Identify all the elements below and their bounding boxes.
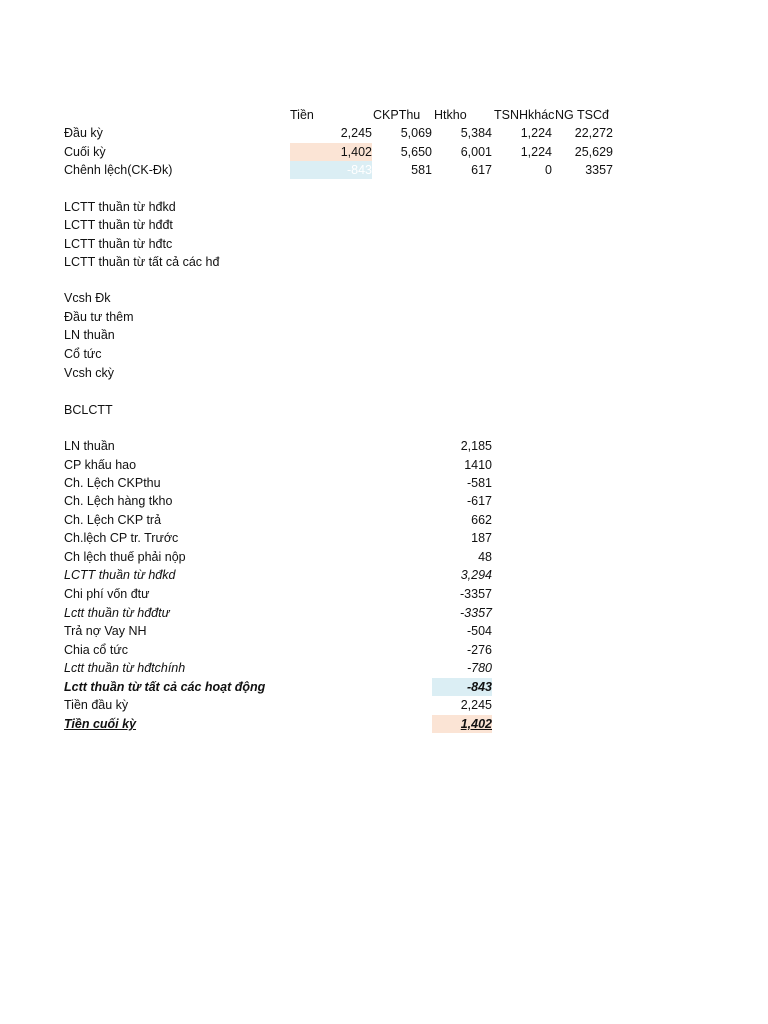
bclctt-row	[0, 437, 768, 456]
bclctt-row	[0, 456, 768, 475]
cell-ng-tscd: 22,272	[574, 126, 613, 140]
row-label: LCTT thuần từ hđkd	[64, 200, 176, 214]
cell-ng-tscd: 3357	[585, 163, 613, 177]
row-value: -504	[466, 624, 492, 638]
lctt-row	[0, 216, 768, 235]
bclctt-row	[0, 474, 768, 493]
row-label: LCTT thuần từ tất cả các hđ	[64, 255, 220, 269]
bclctt-row	[0, 492, 768, 511]
vcsh-row	[0, 345, 768, 364]
cell-htkho: 617	[471, 163, 492, 177]
row-value: 3,294	[460, 568, 492, 582]
cell-tsnhkhac: 0	[545, 163, 552, 177]
row-label: Tiền cuối kỳ	[64, 717, 137, 731]
row-value: 1410	[464, 458, 492, 472]
row-label: Lctt thuần từ tất cả các hoạt động	[64, 680, 266, 694]
row-value: 187	[471, 531, 492, 545]
row-value: -3357	[460, 587, 492, 601]
vcsh-row	[0, 326, 768, 345]
cell-htkho: 6,001	[460, 145, 492, 159]
cell-tsnhkhac: 1,224	[520, 145, 552, 159]
row-value: 2,185	[460, 439, 492, 453]
cell-tsnhkhac: 1,224	[520, 126, 552, 140]
cell-tien: 2,245	[340, 126, 372, 140]
vcsh-row	[0, 364, 768, 383]
row-value: 48	[478, 550, 492, 564]
row-label: LN thuần	[64, 439, 115, 453]
row-value: 2,245	[460, 698, 492, 712]
row-value: -581	[466, 476, 492, 490]
bclctt-title-row	[0, 401, 768, 420]
bclctt-row	[0, 622, 768, 641]
header-tien: Tiền	[290, 108, 314, 122]
bclctt-row	[0, 585, 768, 604]
row-label: Ch. Lệch CKPthu	[64, 476, 161, 490]
row-label: LCTT thuần từ hđkd	[64, 568, 176, 582]
row-label: Vcsh Đk	[64, 291, 111, 305]
lctt-row	[0, 235, 768, 254]
row-label: Ch. Lệch hàng tkho	[64, 494, 173, 508]
bclctt-row	[0, 696, 768, 715]
header-ng-tscd: NG TSCđ	[555, 108, 609, 122]
row-label: Cuối kỳ	[64, 145, 106, 159]
bclctt-row	[0, 641, 768, 660]
row-label: Trả nợ Vay NH	[64, 624, 147, 638]
row-value: -3357	[460, 606, 492, 620]
row-value: -276	[466, 643, 492, 657]
row-label: LCTT thuần từ hđđt	[64, 218, 173, 232]
cell-ng-tscd: 25,629	[574, 145, 613, 159]
cell-htkho: 5,384	[460, 126, 492, 140]
cell-ckpthu: 5,650	[400, 145, 432, 159]
row-label: Chi phí vốn đtư	[64, 587, 150, 601]
bclctt-row	[0, 529, 768, 548]
row-label: Ch.lệch CP tr. Trước	[64, 531, 179, 545]
row-label: Lctt thuần từ hđtchính	[64, 661, 186, 675]
row-value: -780	[466, 661, 492, 675]
cell-ckpthu: 5,069	[400, 126, 432, 140]
cell-ckpthu: 581	[411, 163, 432, 177]
row-label: LN thuần	[64, 328, 115, 342]
cell-tien-highlighted: 1,402	[290, 143, 372, 161]
row-label: LCTT thuần từ hđtc	[64, 237, 173, 251]
summary-row-dau-ky	[0, 124, 768, 143]
vcsh-row	[0, 289, 768, 308]
header-htkho: Htkho	[434, 108, 467, 122]
row-value-highlighted: 1,402	[432, 715, 492, 733]
bclctt-row	[0, 548, 768, 567]
lctt-row	[0, 253, 768, 272]
bclctt-final-row	[0, 715, 768, 734]
bclctt-total-row	[0, 678, 768, 697]
column-header-row	[0, 106, 768, 125]
lctt-row	[0, 198, 768, 217]
header-tsnhkhac: TSNHkhác	[494, 108, 555, 122]
row-value-highlighted: -843	[432, 678, 492, 696]
row-value: -617	[466, 494, 492, 508]
bclctt-subtotal-row	[0, 604, 768, 623]
row-label: Cổ tức	[64, 347, 102, 361]
row-value: 662	[471, 513, 492, 527]
header-ckpthu: CKPThu	[373, 108, 421, 122]
bclctt-row	[0, 511, 768, 530]
summary-row-cuoi-ky	[0, 143, 768, 162]
row-label: Vcsh ckỳ	[64, 366, 115, 380]
row-label: Đầu tư thêm	[64, 310, 134, 324]
row-label: Lctt thuần từ hđđtư	[64, 606, 170, 620]
bclctt-subtotal-row	[0, 566, 768, 585]
section-title: BCLCTT	[64, 403, 113, 417]
row-label: Ch lệch thuế phải nộp	[64, 550, 186, 564]
bclctt-subtotal-row	[0, 659, 768, 678]
row-label: Ch. Lệch CKP trả	[64, 513, 162, 527]
row-label: Chênh lệch(CK-Đk)	[64, 163, 173, 177]
row-label: Đầu kỳ	[64, 126, 103, 140]
row-label: CP khấu hao	[64, 458, 137, 472]
summary-row-chenh-lech	[0, 161, 768, 180]
vcsh-row	[0, 308, 768, 327]
row-label: Tiền đầu kỳ	[64, 698, 129, 712]
row-label: Chia cổ tức	[64, 643, 128, 657]
cell-tien-highlighted: -843	[290, 161, 372, 179]
